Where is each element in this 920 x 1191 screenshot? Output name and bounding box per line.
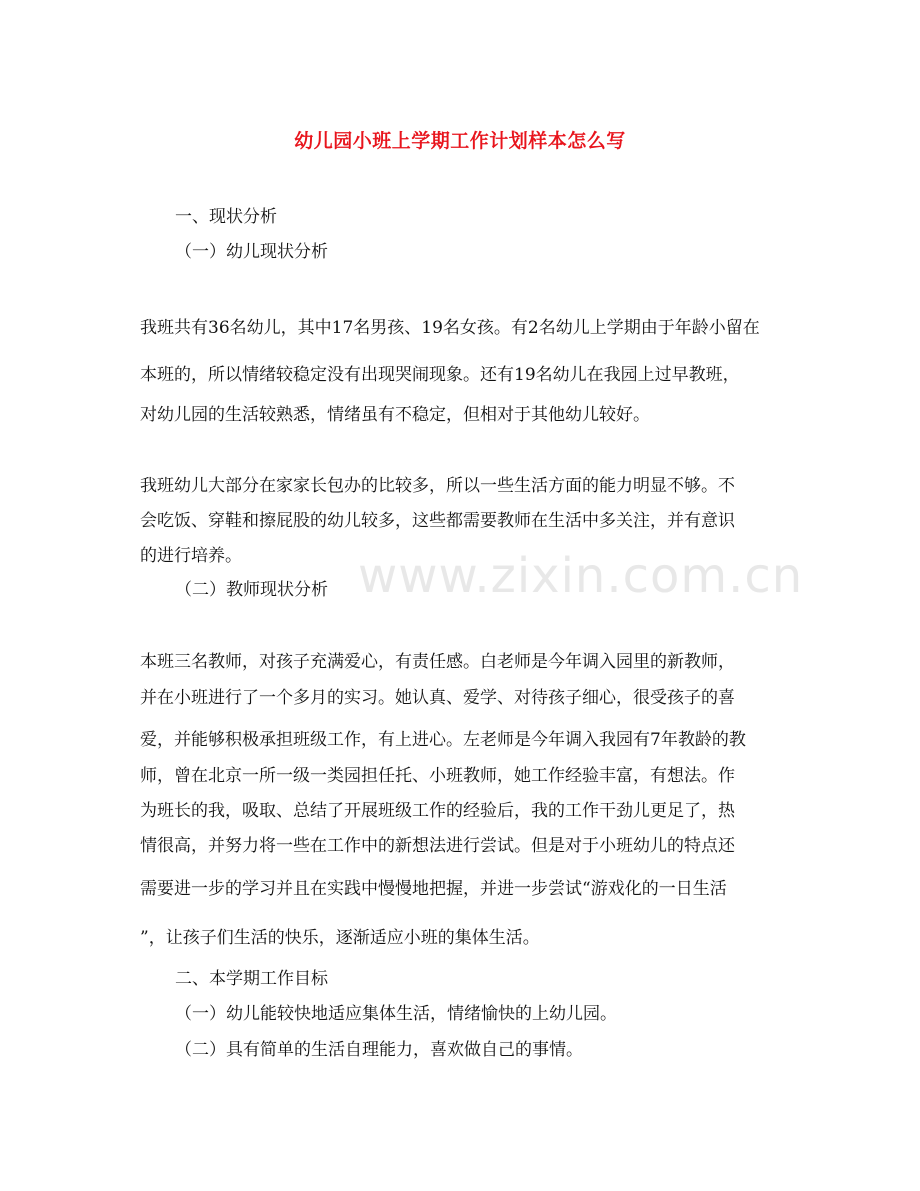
- watermark: www.zixin.com.cn: [358, 548, 804, 604]
- paragraph-line: ”，让孩子们生活的快乐，逐渐适应小班的集体生活。: [140, 928, 540, 948]
- paragraph-line: 为班长的我，吸取、总结了开展班级工作的经验后，我的工作干劲儿更足了，热: [140, 801, 735, 821]
- paragraph-line: 情很高，并努力将一些在工作中的新想法进行尝试。但是对于小班幼儿的特点还: [140, 836, 735, 856]
- goal-item: （二）具有简单的生活自理能力，喜欢做自己的事情。: [175, 1040, 583, 1060]
- paragraph-line: 对幼儿园的生活较熟悉，情绪虽有不稳定，但相对于其他幼儿较好。: [140, 405, 650, 425]
- goal-item: （一）幼儿能较快地适应集体生活，情绪愉快的上幼儿园。: [175, 1004, 617, 1024]
- paragraph-line: 本班三名教师，对孩子充满爱心，有责任感。白老师是今年调入园里的新教师，: [140, 652, 735, 672]
- paragraph-line: 并在小班进行了一个多月的实习。她认真、爱学、对待孩子细心，很受孩子的喜: [140, 688, 735, 708]
- subsection-heading: （二）教师现状分析: [175, 580, 328, 600]
- paragraph-line: 爱，并能够积极承担班级工作，有上进心。左老师是今年调入我园有7年教龄的教: [140, 730, 746, 750]
- paragraph-line: 我班幼儿大部分在家家长包办的比较多，所以一些生活方面的能力明显不够。不: [140, 476, 735, 496]
- paragraph-line: 本班的，所以情绪较稳定没有出现哭闹现象。还有19名幼儿在我园上过早教班，: [140, 365, 740, 385]
- paragraph-line: 的进行培养。: [140, 546, 242, 566]
- section-heading: 二、本学期工作目标: [175, 969, 328, 989]
- paragraph-line: 师，曾在北京一所一级一类园担任托、小班教师，她工作经验丰富，有想法。作: [140, 766, 735, 786]
- paragraph-line: 需要进一步的学习并且在实践中慢慢地把握，并进一步尝试“游戏化的一日生活: [140, 879, 727, 899]
- document-title: 幼儿园小班上学期工作计划样本怎么写: [294, 130, 626, 152]
- paragraph-line: 会吃饭、穿鞋和擦屁股的幼儿较多，这些都需要教师在生活中多关注，并有意识: [140, 511, 735, 531]
- section-heading: 一、现状分析: [175, 207, 277, 227]
- paragraph-line: 我班共有36名幼儿，其中17名男孩、19名女孩。有2名幼儿上学期由于年龄小留在: [140, 318, 760, 338]
- subsection-heading: （一）幼儿现状分析: [175, 242, 328, 262]
